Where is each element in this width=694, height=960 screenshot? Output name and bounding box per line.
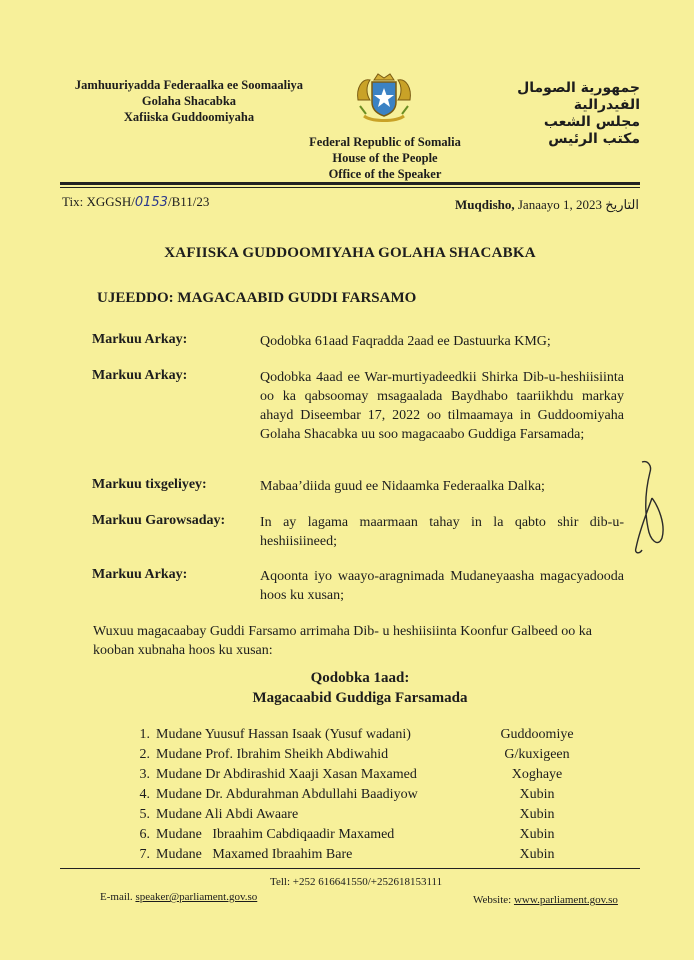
member-role: Guddoomiye: [500, 727, 574, 742]
header-somali-line1: Jamhuuriyadda Federaalka ee Soomaaliya: [74, 78, 304, 92]
header-arabic-line1: جمهورية الصومال الفيدرالية: [517, 80, 640, 113]
member-name: Mudane Dr. Abdurahman Abdullahi Baadiyow: [156, 787, 418, 802]
member-number: 1.: [139, 727, 150, 742]
member-name: Mudane Ali Abdi Awaare: [156, 807, 299, 822]
footer-email: [100, 891, 257, 903]
list-item: [130, 825, 418, 845]
reference-handwritten-number: 0153: [134, 195, 168, 210]
date-text: Janaayo 1, 2023: [517, 197, 602, 212]
header-english: [290, 134, 480, 182]
footer-rule: [60, 868, 640, 869]
reference-prefix: Tix: XGGSH/: [62, 194, 135, 209]
date-arabic-label: التاريخ: [605, 197, 639, 212]
clause-1-text: Qodobka 61aad Faqradda 2aad ee Dastuurka KMG;: [260, 334, 551, 349]
member-number: 5.: [139, 807, 150, 822]
header-somali-line3: Xafiiska Guddoomiyaha: [123, 110, 255, 124]
member-role: Xubin: [519, 847, 555, 862]
letter-date: [455, 197, 639, 213]
header-english-line2: House of the People: [332, 151, 438, 165]
member-number: 2.: [139, 747, 150, 762]
header-arabic-line3: مكتب الرئيس: [548, 131, 640, 147]
member-name: Mudane Maxamed Ibraahim Bare: [156, 847, 353, 862]
member-role: Xoghaye: [511, 767, 563, 782]
header-arabic-line2: مجلس الشعب: [543, 114, 640, 130]
list-item: [130, 785, 418, 805]
list-item: [130, 765, 418, 785]
member-number: 3.: [139, 767, 150, 782]
members-roles: [497, 725, 577, 865]
member-number: 6.: [139, 827, 150, 842]
date-city: Muqdisho,: [455, 197, 515, 212]
email-label: E-mail.: [100, 891, 133, 903]
section-subheading: Magacaabid Guddiga Farsamada: [252, 690, 468, 706]
reference-number: [62, 194, 209, 210]
clause-2-text: Qodobka 4aad ee War-murtiyadeedkii Shirka Dib-u-heshiisiinta oo ka qabsoomay msagaalada Baydhabo taariikhdu markay ahayd Diseembar 17, 2022 oo tilmaamaya in Guddoomiyaha Golaha Shacabka uu soo magacaabo Guddiga Farsamada;: [260, 370, 624, 442]
list-item: [130, 805, 418, 825]
clause-5-text: Aqoonta iyo waayo-aragnimada Mudaneyaasha magacyadooda hoos ku xusan;: [260, 569, 624, 603]
clause-2-label: Markuu Arkay:: [92, 368, 188, 383]
handwritten-signature-icon: [628, 458, 668, 558]
clause-4-label: Markuu Garowsaday:: [92, 513, 226, 528]
somalia-coat-of-arms-icon: [352, 70, 416, 126]
clause-4-text: In ay lagama maarmaan tahay in la qabto shir dib-u-heshiisiineed;: [260, 515, 624, 549]
clause-5-label: Markuu Arkay:: [92, 567, 188, 582]
member-name: Mudane Ibraahim Cabdiqaadir Maxamed: [156, 827, 395, 842]
clause-1-label: Markuu Arkay:: [92, 332, 188, 347]
website-link[interactable]: www.parliament.gov.so: [513, 894, 618, 906]
member-number: 7.: [139, 847, 150, 862]
list-item: [130, 845, 418, 865]
clause-3-label: Markuu tixgeliyey:: [92, 477, 207, 492]
list-item: [130, 725, 418, 745]
header-arabic: [470, 80, 640, 148]
member-name: Mudane Prof. Ibrahim Sheikh Abdiwahid: [156, 747, 389, 762]
header-english-line1: Federal Republic of Somalia: [309, 135, 461, 149]
member-role: G/kuxigeen: [504, 747, 570, 762]
member-role: Xubin: [519, 827, 555, 842]
document-title: XAFIISKA GUDDOOMIYAHA GOLAHA SHACABKA: [164, 245, 536, 261]
header-somali: [64, 77, 314, 125]
clause-3-text: Mabaa’diida guud ee Nidaamka Federaalka Dalka;: [260, 479, 545, 494]
document-subject: UJEEDDO: MAGACAABID GUDDI FARSAMO: [97, 290, 417, 306]
section-heading: Qodobka 1aad:: [310, 670, 410, 686]
header-english-line3: Office of the Speaker: [328, 167, 442, 181]
website-label: Website:: [473, 894, 512, 906]
member-name: Mudane Yuusuf Hassan Isaak (Yusuf wadani): [156, 727, 411, 742]
list-item: [130, 745, 418, 765]
header-somali-line2: Golaha Shacabka: [141, 94, 237, 108]
member-number: 4.: [139, 787, 150, 802]
members-list: [130, 725, 418, 865]
member-role: Xubin: [519, 807, 555, 822]
header-rule-thick: [60, 182, 640, 185]
member-name: Mudane Dr Abdirashid Xaaji Xasan Maxamed: [156, 767, 417, 782]
reference-suffix: /B11/23: [167, 194, 210, 209]
footer-telephone: Tell: +252 616641550/+252618153111: [270, 876, 443, 888]
appointment-paragraph: Wuxuu magacaabay Guddi Farsamo arrimaha Dib- u heshiisiinta Koonfur Galbeed oo ka kooban xubnaha hoos ku xusan:: [93, 624, 593, 658]
member-role: Xubin: [519, 787, 555, 802]
email-link[interactable]: speaker@parliament.gov.so: [135, 891, 258, 903]
footer-website: [473, 894, 618, 906]
header-rule-thin: [60, 187, 640, 188]
